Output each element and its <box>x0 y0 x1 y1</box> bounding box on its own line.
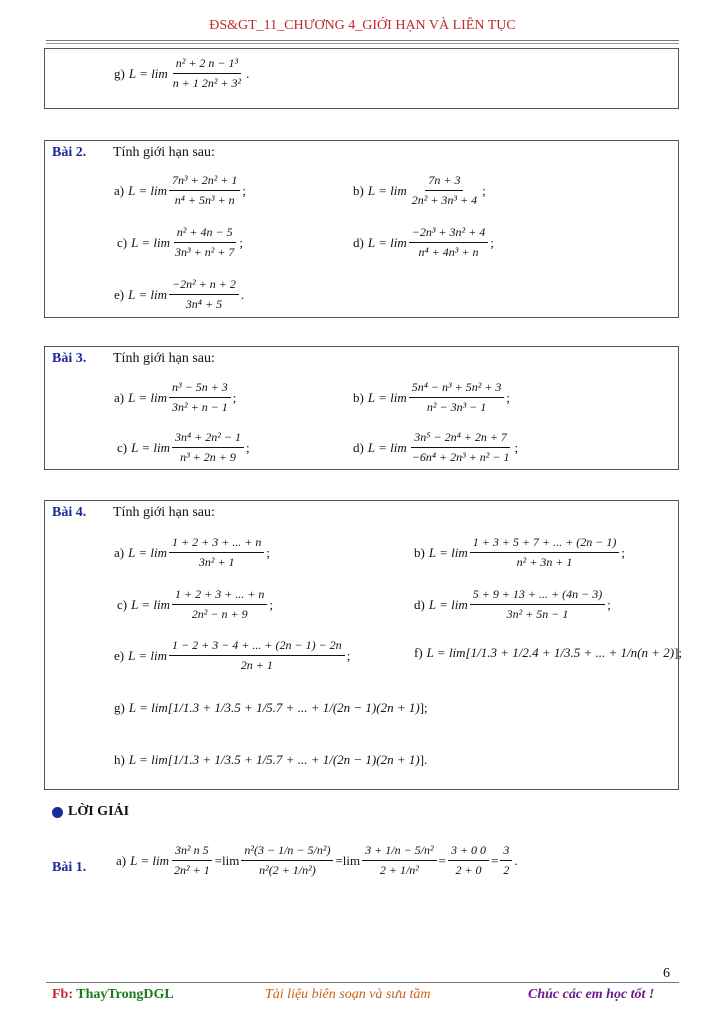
header-title: ĐS&GT_11_CHƯƠNG 4_GIỚI HẠN VÀ LIÊN TỤC <box>209 18 516 33</box>
bai4-item-d: d) L = lim $\frac{5 + 9 + 13 + ... + (4n - 3)}{\text{3n² + 5n − 1}}$ ; <box>414 587 611 621</box>
footer-middle: Tài liệu biên soạn và sưu tầm <box>265 987 431 1002</box>
header-rule-2 <box>46 43 679 44</box>
bai2-item-d: d) L = lim $\frac{\text{−2n³ + 3n² + 4}}{\text{n⁴ + 4n³ + n}}$ ; <box>353 225 494 259</box>
top-item: g) L = lim $\frac{\text{n² + 2 n − 1³}}{\text{n + 1 2n² + 3²}}$ . <box>114 56 250 90</box>
bai2-item-c: c) L = lim $\frac{\text{n² + 4n − 5}}{\text{3n³ + n² + 7}}$ ; <box>117 225 244 259</box>
bai4-item-h: h) L = lim[ 1/1.3 + 1/3.5 + 1/5.7 + ... + 1/(2n − 1)(2n + 1) ]. <box>114 752 428 767</box>
bai3-item-b: b) L = lim $\frac{\text{5n⁴ − n³ + 5n² + 3}}{\text{n² − 3n³ − 1}}$ ; <box>353 380 511 414</box>
bullet-icon <box>52 807 63 818</box>
footer-right: Chúc các em học tốt ! <box>528 987 655 1002</box>
bai3-item-c: c) L = lim $\frac{\text{3n⁴ + 2n² − 1}}{\text{n³ + 2n + 9}}$ ; <box>117 430 250 464</box>
fraction: $\frac{\text{n² + 2 n − 1³}}{\text{n + 1 2n² + 3²}}$ <box>172 56 242 90</box>
bai3-item-a: a) L = lim $\frac{\text{n³ − 5n + 3}}{\text{3n² + n − 1}}$ ; <box>114 380 237 414</box>
bai3-label: Bài 3. <box>52 351 87 366</box>
page-number: 6 <box>663 966 670 981</box>
footer-fb: Fb: ThayTrongDGL <box>52 987 174 1002</box>
solution-label: Bài 1. <box>52 860 87 875</box>
bai4-label: Bài 4. <box>52 505 87 520</box>
bai2-item-b: b) L = lim $\frac{7n + 3}{\text{2n² + 3n³ + 4}}$ ; <box>353 173 486 207</box>
bai2-item-e: e) L = lim $\frac{\text{−2n² + n + 2}}{\text{3n⁴ + 5}}$ . <box>114 277 245 311</box>
bai4-item-e: e) L = lim $\frac{1 - 2 + 3 - 4 + ... + (2n - 1) - 2n}{2n + 1}$ ; <box>114 638 351 672</box>
header-rule <box>46 40 679 41</box>
solution-heading: LỜI GIẢI <box>52 804 129 820</box>
bai4-item-a: a) L = lim $\frac{1 + 2 + 3 + ... + n}{\text{3n² + 1}}$ ; <box>114 535 271 569</box>
page-header <box>0 18 725 34</box>
bai4-item-c: c) L = lim $\frac{1 + 2 + 3 + ... + n}{\text{2n² − n + 9}}$ ; <box>117 587 274 621</box>
bai4-item-b: b) L = lim $\frac{1 + 3 + 5 + 7 + ... + (2n - 1)}{\text{n² + 3n + 1}}$ ; <box>414 535 625 569</box>
footer-rule <box>46 982 679 983</box>
bai2-label: Bài 2. <box>52 145 87 160</box>
bai4-item-g: g) L = lim[ 1/1.3 + 1/3.5 + 1/5.7 + ... + 1/(2n − 1)(2n + 1) ]; <box>114 700 428 715</box>
bai2-item-a: a) L = lim $\frac{\text{7n³ + 2n² + 1}}{\text{n⁴ + 5n³ + n}}$ ; <box>114 173 247 207</box>
bai3-item-d: d) L = lim $\frac{\text{3n⁵ − 2n⁴ + 2n + 7}}{\text{−6n⁴ + 2n³ + n² − 1}}$ ; <box>353 430 519 464</box>
bai2-title: Tính giới hạn sau: <box>113 145 215 160</box>
bai4-title: Tính giới hạn sau: <box>113 505 215 520</box>
solution-formula: a) L = lim $\frac{\text{3n² n 5}}{\text{2n² + 1}}$ = lim $\frac{\text{n²(3 − 1/n − 5/n²)}}{\text{n²(2 + 1/n²)}}$ = lim $\frac{\text{3 + 1/n − 5/n²}}{\text{2 + 1/n²}}$ = $\frac{3 + 0 0}{2 + 0}$ = $\frac{3}{2}$ . <box>116 843 518 877</box>
footer-fb-name[interactable]: ThayTrongDGL <box>76 987 174 1002</box>
bai4-item-f: f) L = lim[ 1/1.3 + 1/2.4 + 1/3.5 + ... + 1/n(n + 2) ]; <box>414 645 683 660</box>
bai3-title: Tính giới hạn sau: <box>113 351 215 366</box>
